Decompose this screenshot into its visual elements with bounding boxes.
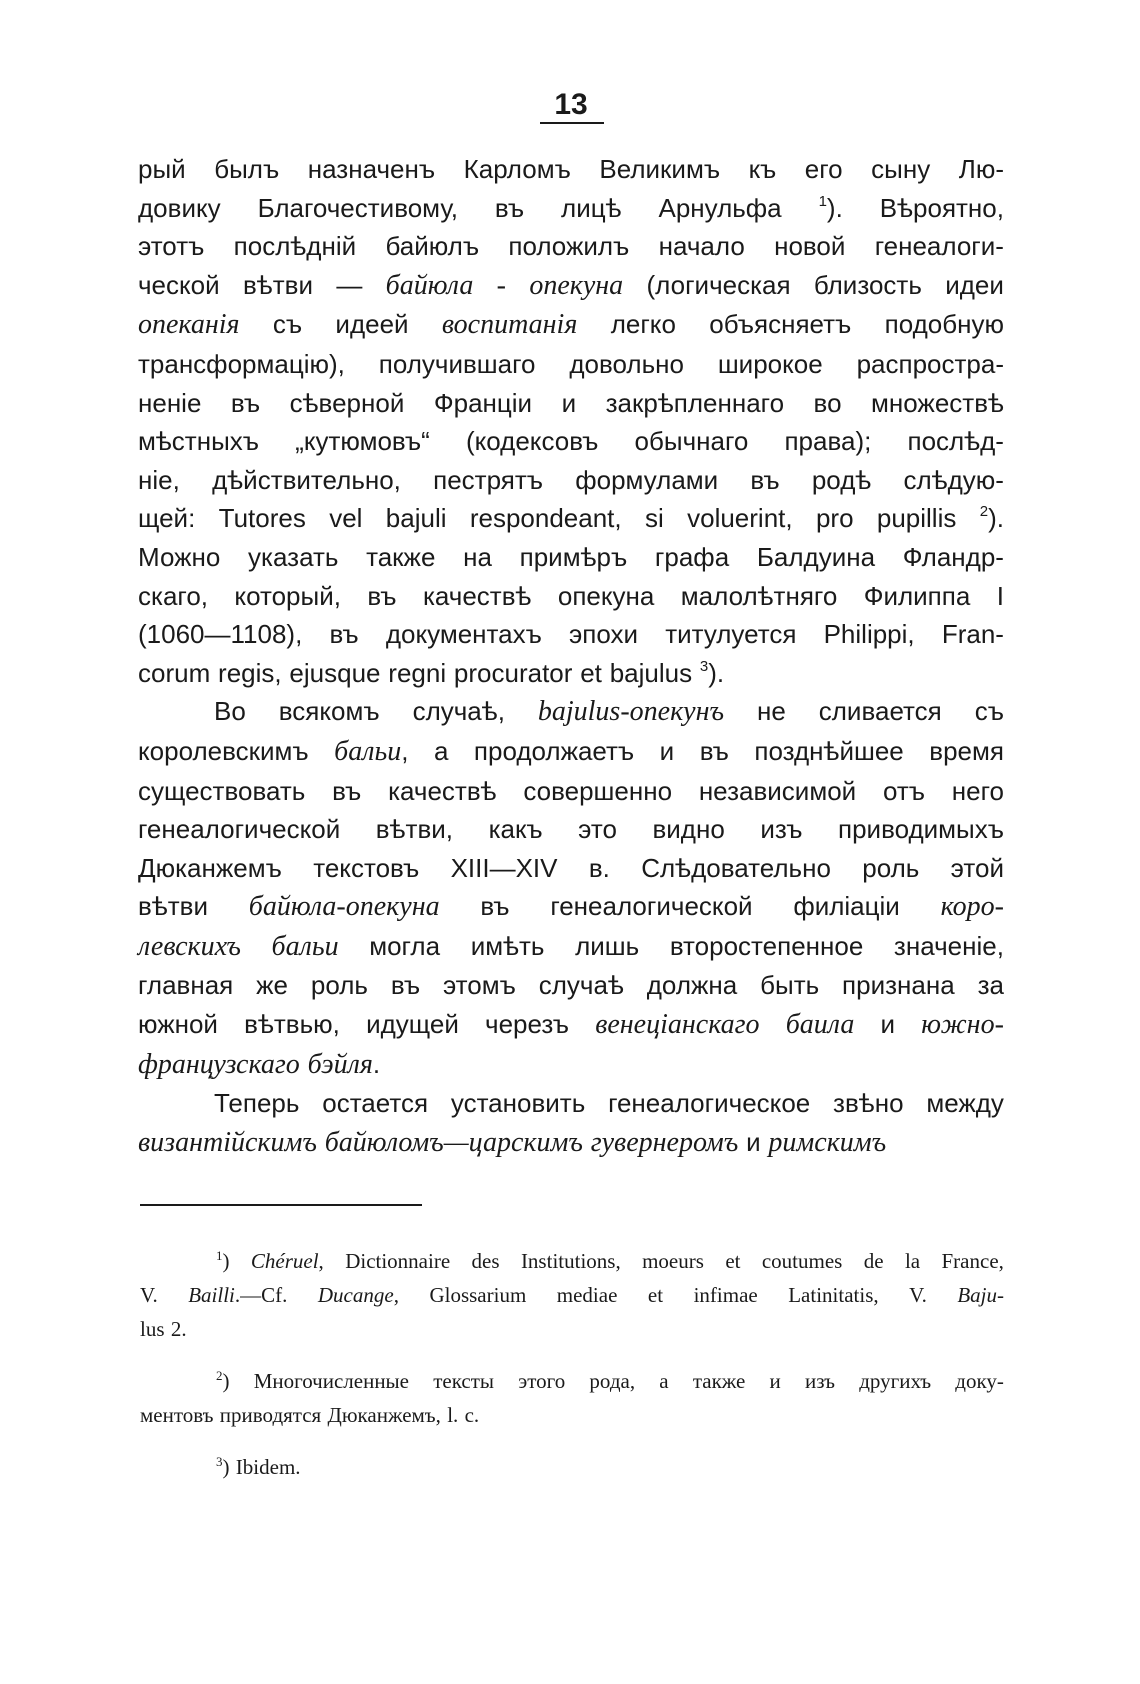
text-line: этотъ послѣднiй байюлъ положилъ начало новой генеалоги- [138,231,1004,262]
text-line: (1060—1108), въ документахъ эпохи титулуется Philippi, Fran- [138,619,1004,650]
footnote [140,1450,1004,1484]
text-line: ческой вѣтви — байюла - опекуна (логическая близость идеи [138,269,1004,301]
text-line: lus 2. [140,1317,187,1341]
text-line: византiйскимъ байюломъ—царскимъ гувернеромъ и римскимъ [138,1126,887,1158]
footnote-separator [140,1204,422,1206]
text-line: Теперь остается установить генеалогическое звѣно между [214,1088,1004,1119]
text-line: генеалогической вѣтви, какъ это видно изъ приводимыхъ [138,814,1004,845]
text-line: трансформацiю), получившаго довольно широкое распростра- [138,348,1004,379]
paragraph [138,1084,1004,1162]
page-number-underline [540,122,604,124]
footnote [140,1244,1004,1346]
text-line: существовать въ качествѣ совершенно независимой отъ него [138,775,1004,806]
text-line: опеканiя съ идеей воспитанiя легко объясняетъ подобную [138,309,1004,341]
body-text [138,150,1004,1162]
text-line: ненiе въ сѣверной Францiи и закрѣпленнаго во множествѣ [138,387,1004,418]
text-line: corum regis, ejusque regni procurator et bajulus $^3$). [138,657,725,688]
footnote [140,1364,1004,1432]
text-line: $^3$) Ibidem. [216,1454,301,1479]
text-line: ментовъ приводятся Дюканжемъ, l. c. [140,1403,480,1427]
text-line: рый былъ назначенъ Карломъ Великимъ къ его сыну Лю- [138,154,1004,184]
text-line: довику Благочестивому, въ лицѣ Арнульфа $^1$). Вѣроятно, [138,192,1004,223]
text-line: главная же роль въ этомъ случаѣ должна быть признана за [138,970,1004,1001]
text-line: вѣтви байюла-опекуна въ генеалогической филiацiи коро- [138,891,1004,923]
page-number: 13 [554,88,588,121]
text-line: щей: Tutores vel bajuli respondeant, si voluerint, pro pupillis $^2$). [138,503,1004,534]
text-line: мѣстныхъ „кутюмовъ“ (кодексовъ обычнаго права); послѣд- [138,426,1004,457]
text-line: нiе, дѣйствительно, пестрятъ формулами въ родѣ слѣдую- [138,464,1004,495]
text-line: Дюканжемъ текстовъ XIII—XIV в. Слѣдовательно роль этой [138,852,1004,883]
text-line: южной вѣтвью, идущей черезъ венецiанскаго баила и южно- [138,1009,1004,1041]
text-line: $^2$) Многочисленные тексты этого рода, а также и изъ другихъ доку- [216,1368,1004,1393]
paragraph [138,150,1004,692]
text-line: французскаго бэйля. [138,1048,381,1080]
footnotes [140,1244,1004,1484]
text-line: Во всякомъ случаѣ, bajulus-опекунъ не сливается съ [214,696,1004,728]
paragraph [138,692,1004,1084]
text-line: левскихъ бальи могла имѣть лишь второстепенное значенiе, [138,930,1004,962]
text-line: Можно указать также на примѣръ графа Балдуина Фландр- [138,541,1004,572]
text-line: скаго, который, въ качествѣ опекуна малолѣтняго Филиппа I [138,580,1004,611]
text-line: королевскимъ бальи, а продолжаетъ и въ позднѣйшее время [138,735,1004,767]
text-line: V. Bailli.—Cf. Ducange, Glossarium mediae et infimae Latinitatis, V. Baju- [140,1283,1004,1307]
text-line: $^1$) Chéruel, Dictionnaire des Institutions, moeurs et coutumes de la France, [216,1248,1004,1273]
